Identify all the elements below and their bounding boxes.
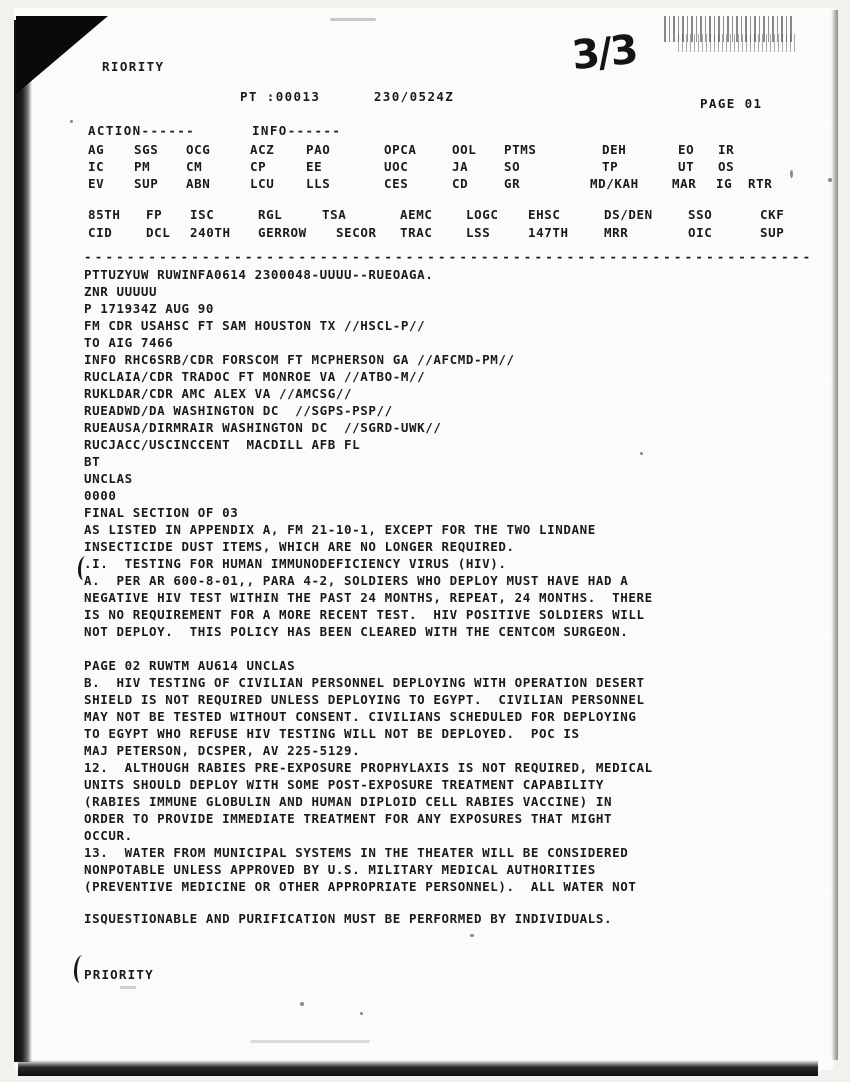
body-line: 13. WATER FROM MUNICIPAL SYSTEMS IN THE THEATER WILL BE CONSIDERED xyxy=(84,845,629,860)
routing-cell: 240TH xyxy=(190,225,231,240)
routing-cell: IC xyxy=(88,159,105,174)
routing-cell: GERROW xyxy=(258,225,307,240)
body-line: IS NO REQUIREMENT FOR A MORE RECENT TEST. HIV POSITIVE SOLDIERS WILL xyxy=(84,607,645,622)
routing-cell: PAO xyxy=(306,142,331,157)
routing-cell: UOC xyxy=(384,159,409,174)
scan-mark xyxy=(78,556,91,580)
routing-cell: EHSC xyxy=(528,207,561,222)
routing-cell: MRR xyxy=(604,225,629,240)
body-line: INSECTICIDE DUST ITEMS, WHICH ARE NO LONGER REQUIRED. xyxy=(84,539,515,554)
routing-cell: MD/KAH xyxy=(590,176,639,191)
routing-cell: SSO xyxy=(688,207,713,222)
routing-cell: EE xyxy=(306,159,323,174)
body-line: (PREVENTIVE MEDICINE OR OTHER APPROPRIATE PERSONNEL). ALL WATER NOT xyxy=(84,879,637,894)
routing-cell: CM xyxy=(186,159,203,174)
body-line: .I. TESTING FOR HUMAN IMMUNODEFICIENCY VIRUS (HIV). xyxy=(84,556,507,571)
routing-cell: OCG xyxy=(186,142,211,157)
dust-speck xyxy=(470,934,474,937)
routing-cell: CID xyxy=(88,225,113,240)
body-line: ZNR UUUUU xyxy=(84,284,158,299)
scan-smudge xyxy=(330,18,376,21)
routing-cell: IR xyxy=(718,142,735,157)
dust-speck xyxy=(70,120,73,123)
routing-cell: DCL xyxy=(146,225,171,240)
routing-cell: MAR xyxy=(672,176,697,191)
body-line: RUKLDAR/CDR AMC ALEX VA //AMCSG// xyxy=(84,386,353,401)
routing-cell: 147TH xyxy=(528,225,569,240)
dust-speck xyxy=(790,170,793,178)
dust-speck xyxy=(828,178,832,182)
trailing-line: ISQUESTIONABLE AND PURIFICATION MUST BE PERFORMED BY INDIVIDUALS. xyxy=(84,911,613,926)
body-line: RUEAUSA/DIRMRAIR WASHINGTON DC //SGRD-UWK// xyxy=(84,420,442,435)
priority-top-label: RIORITY xyxy=(102,59,165,74)
routing-cell: SUP xyxy=(134,176,159,191)
dust-speck xyxy=(300,1002,304,1006)
routing-cell: AG xyxy=(88,142,105,157)
body-line: RUEADWD/DA WASHINGTON DC //SGPS-PSP// xyxy=(84,403,393,418)
routing-cell: LOGC xyxy=(466,207,499,222)
message-id-line: PT :00013 230/0524Z xyxy=(240,89,455,104)
routing-cell: CKF xyxy=(760,207,785,222)
routing-cell: TP xyxy=(602,159,619,174)
routing-cell: OIC xyxy=(688,225,713,240)
routing-cell: OS xyxy=(718,159,735,174)
action-column-header: ACTION------ xyxy=(88,123,196,138)
body-line: SHIELD IS NOT REQUIRED UNLESS DEPLOYING TO EGYPT. CIVILIAN PERSONNEL xyxy=(84,692,645,707)
separator-rule: -------------------------------------------------------------------- xyxy=(84,249,814,264)
routing-cell: DEH xyxy=(602,142,627,157)
routing-cell: LSS xyxy=(466,225,491,240)
routing-cell: ISC xyxy=(190,207,215,222)
body-line: B. HIV TESTING OF CIVILIAN PERSONNEL DEPLOYING WITH OPERATION DESERT xyxy=(84,675,645,690)
routing-cell: IG xyxy=(716,176,733,191)
routing-cell: 85TH xyxy=(88,207,121,222)
scan-mark xyxy=(74,955,89,983)
priority-bottom-label: PRIORITY xyxy=(84,967,154,982)
routing-cell: PTMS xyxy=(504,142,537,157)
body-line: PAGE 02 RUWTM AU614 UNCLAS xyxy=(84,658,296,673)
routing-cell: AEMC xyxy=(400,207,433,222)
body-line: NEGATIVE HIV TEST WITHIN THE PAST 24 MONTHS, REPEAT, 24 MONTHS. THERE xyxy=(84,590,653,605)
routing-cell: OPCA xyxy=(384,142,417,157)
body-line: PTTUZYUW RUWINFA0614 2300048-UUUU--RUEOAGA. xyxy=(84,267,434,282)
routing-cell: SECOR xyxy=(336,225,377,240)
scan-smudge xyxy=(250,1040,370,1043)
routing-cell: TRAC xyxy=(400,225,433,240)
body-line: OCCUR. xyxy=(84,828,133,843)
dust-speck xyxy=(640,452,643,455)
routing-cell: SUP xyxy=(760,225,785,240)
routing-cell: SO xyxy=(504,159,521,174)
routing-cell: CP xyxy=(250,159,267,174)
routing-cell: ACZ xyxy=(250,142,275,157)
routing-cell: RTR xyxy=(748,176,773,191)
routing-cell: JA xyxy=(452,159,469,174)
body-line: (RABIES IMMUNE GLOBULIN AND HUMAN DIPLOID CELL RABIES VACCINE) IN xyxy=(84,794,613,809)
handwritten-page-mark: 3/3 xyxy=(569,26,639,80)
routing-cell: GR xyxy=(504,176,521,191)
body-line: 0000 xyxy=(84,488,117,503)
body-line: NONPOTABLE UNLESS APPROVED BY U.S. MILITARY MEDICAL AUTHORITIES xyxy=(84,862,596,877)
routing-cell: CD xyxy=(452,176,469,191)
body-line: INFO RHC6SRB/CDR FORSCOM FT MCPHERSON GA //AFCMD-PM// xyxy=(84,352,515,367)
routing-cell: UT xyxy=(678,159,695,174)
body-line: RUCJACC/USCINCCENT MACDILL AFB FL xyxy=(84,437,361,452)
routing-cell: SGS xyxy=(134,142,159,157)
body-line: TO AIG 7466 xyxy=(84,335,174,350)
body-line: BT xyxy=(84,454,101,469)
body-line: FINAL SECTION OF 03 xyxy=(84,505,239,520)
body-line: 12. ALTHOUGH RABIES PRE-EXPOSURE PROPHYLAXIS IS NOT REQUIRED, MEDICAL xyxy=(84,760,653,775)
routing-cell: PM xyxy=(134,159,151,174)
body-line: NOT DEPLOY. THIS POLICY HAS BEEN CLEARED WITH THE CENTCOM SURGEON. xyxy=(84,624,629,639)
body-line: ORDER TO PROVIDE IMMEDIATE TREATMENT FOR ANY EXPOSURES THAT MIGHT xyxy=(84,811,613,826)
routing-cell: RGL xyxy=(258,207,283,222)
body-line: AS LISTED IN APPENDIX A, FM 21-10-1, EXCEPT FOR THE TWO LINDANE xyxy=(84,522,596,537)
routing-cell: LCU xyxy=(250,176,275,191)
body-line: UNITS SHOULD DEPLOY WITH SOME POST-EXPOSURE TREATMENT CAPABILITY xyxy=(84,777,605,792)
body-line: RUCLAIA/CDR TRADOC FT MONROE VA //ATBO-M// xyxy=(84,369,426,384)
routing-cell: ABN xyxy=(186,176,211,191)
routing-cell: FP xyxy=(146,207,163,222)
routing-cell: OOL xyxy=(452,142,477,157)
body-line: MAJ PETERSON, DCSPER, AV 225-5129. xyxy=(84,743,361,758)
routing-cell: DS/DEN xyxy=(604,207,653,222)
page-label: PAGE 01 xyxy=(700,96,763,111)
routing-cell: EV xyxy=(88,176,105,191)
info-column-header: INFO------ xyxy=(252,123,342,138)
routing-cell: TSA xyxy=(322,207,347,222)
scan-smudge xyxy=(120,986,136,989)
body-line: FM CDR USAHSC FT SAM HOUSTON TX //HSCL-P// xyxy=(84,318,426,333)
routing-cell: LLS xyxy=(306,176,331,191)
body-line: P 171934Z AUG 90 xyxy=(84,301,215,316)
body-line: TO EGYPT WHO REFUSE HIV TESTING WILL NOT BE DEPLOYED. POC IS xyxy=(84,726,580,741)
body-line: A. PER AR 600-8-01,, PARA 4-2, SOLDIERS WHO DEPLOY MUST HAVE HAD A xyxy=(84,573,629,588)
body-line: UNCLAS xyxy=(84,471,133,486)
routing-cell: CES xyxy=(384,176,409,191)
routing-cell: EO xyxy=(678,142,695,157)
body-line: MAY NOT BE TESTED WITHOUT CONSENT. CIVILIANS SCHEDULED FOR DEPLOYING xyxy=(84,709,637,724)
dust-speck xyxy=(360,1012,363,1015)
